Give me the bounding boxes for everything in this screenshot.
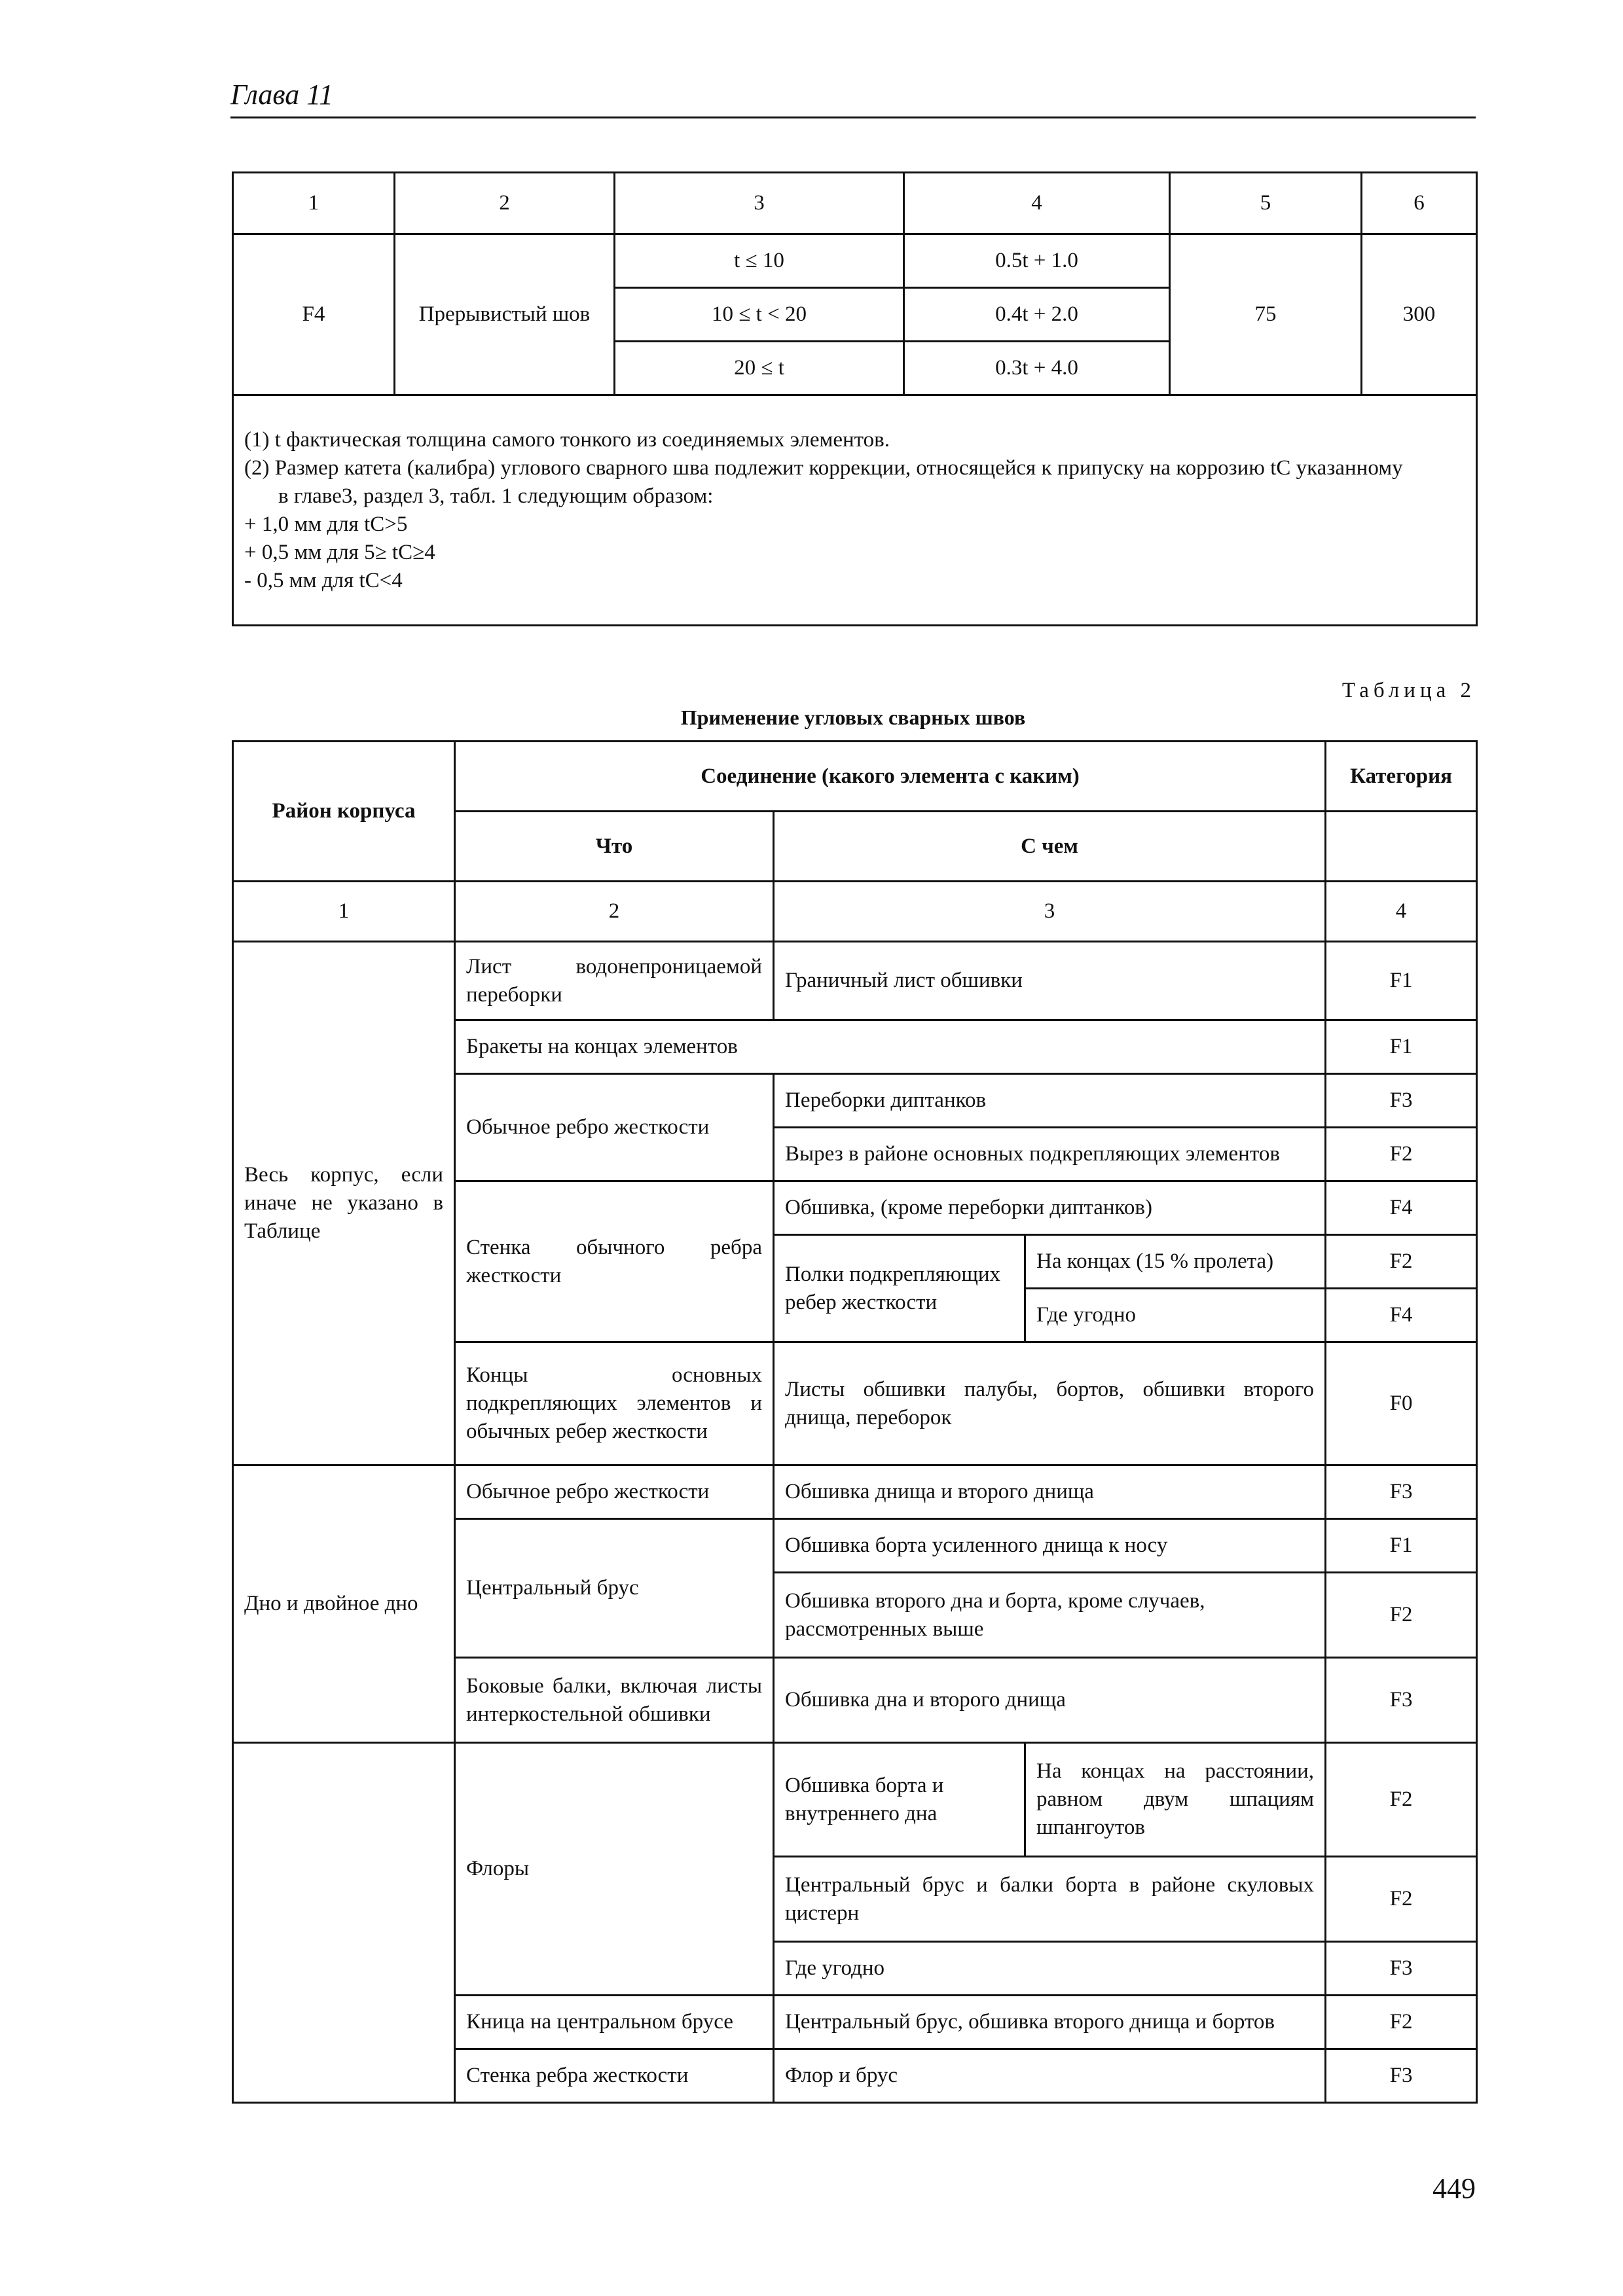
category-cell: F3 bbox=[1326, 1465, 1477, 1519]
with-cell: Флор и брус bbox=[774, 2049, 1326, 2103]
header-joint: Соединение (какого элемента с каким) bbox=[455, 742, 1326, 812]
thickness-range: 10 ≤ t < 20 bbox=[615, 288, 904, 342]
category-cell: F2 bbox=[1326, 1743, 1477, 1857]
category-cell: F3 bbox=[1326, 2049, 1477, 2103]
with-cell: Обшивка, (кроме переборки диптанков) bbox=[774, 1181, 1326, 1235]
what-cell: Концы основных подкрепляющих элементов и обычных ребер жесткости bbox=[455, 1342, 774, 1465]
page-header bbox=[230, 73, 1476, 118]
what-cell: Обычное ребро жесткости bbox=[455, 1465, 774, 1519]
header-category: Категория bbox=[1326, 742, 1477, 812]
category-cell: F2 bbox=[1326, 1857, 1477, 1942]
max-cell: 300 bbox=[1362, 234, 1477, 395]
with-cell: Вырез в районе основных подкрепляющих элементов bbox=[774, 1128, 1326, 1181]
what-cell: Бракеты на концах элементов bbox=[455, 1020, 1326, 1074]
with-cell: Обшивка второго дна и борта, кроме случаев, рассмотренных выше bbox=[774, 1573, 1326, 1658]
table-row bbox=[233, 1465, 1477, 1519]
sub-cell: На концах (15 % пролета) bbox=[1025, 1235, 1326, 1289]
col-number: 1 bbox=[233, 173, 395, 234]
col-number: 3 bbox=[774, 882, 1326, 942]
with-cell: Центральный брус и балки борта в районе скуловых цистерн bbox=[774, 1857, 1326, 1942]
table-label: Таблица 2 bbox=[1341, 679, 1476, 702]
header-what: Что bbox=[455, 812, 774, 882]
area-cell: Дно и двойное дно bbox=[233, 1465, 455, 1743]
chapter-title: Глава 11 bbox=[230, 79, 333, 111]
col-number: 1 bbox=[233, 882, 455, 942]
what-cell: Боковые балки, включая листы интеркостельной обшивки bbox=[455, 1658, 774, 1743]
with-cell: Где угодно bbox=[774, 1942, 1326, 1996]
what-cell: Лист водонепроницаемой переборки bbox=[455, 942, 774, 1020]
what-cell: Флоры bbox=[455, 1743, 774, 1996]
area-cell: Весь корпус, если иначе не указано в Таблице bbox=[233, 942, 455, 1465]
category-cell: F4 bbox=[1326, 1289, 1477, 1342]
what-cell: Центральный брус bbox=[455, 1519, 774, 1658]
header-empty bbox=[1326, 812, 1477, 882]
category-cell: F3 bbox=[1326, 1074, 1477, 1128]
thickness-range: t ≤ 10 bbox=[615, 234, 904, 288]
col-number: 5 bbox=[1170, 173, 1362, 234]
category-cell: F2 bbox=[1326, 1573, 1477, 1658]
with-cell: Обшивка дна и второго днища bbox=[774, 1658, 1326, 1743]
category-cell: F1 bbox=[1326, 942, 1477, 1020]
table-row bbox=[233, 1743, 1477, 1857]
col-number: 2 bbox=[455, 882, 774, 942]
note-correction: + 1,0 мм для tC>5 bbox=[244, 512, 408, 536]
category-cell: F2 bbox=[1326, 1128, 1477, 1181]
what-cell: Кница на центральном брусе bbox=[455, 1996, 774, 2049]
sub-cell: На концах на расстоянии, равном двум шпациям шпангоутов bbox=[1025, 1743, 1326, 1857]
col-number: 4 bbox=[904, 173, 1170, 234]
pitch-cell: 75 bbox=[1170, 234, 1362, 395]
with-cell: Листы обшивки палубы, бортов, обшивки второго днища, переборок bbox=[774, 1342, 1326, 1465]
category-cell: F2 bbox=[1326, 1235, 1477, 1289]
col-number: 3 bbox=[615, 173, 904, 234]
category-cell: F3 bbox=[1326, 1658, 1477, 1743]
with-cell: Обшивка днища и второго днища bbox=[774, 1465, 1326, 1519]
category-cell: F4 bbox=[233, 234, 395, 395]
sub-cell: Где угодно bbox=[1025, 1289, 1326, 1342]
col-number: 2 bbox=[395, 173, 615, 234]
with-cell: Центральный брус, обшивка второго днища и бортов bbox=[774, 1996, 1326, 2049]
with-cell: Переборки диптанков bbox=[774, 1074, 1326, 1128]
weld-size-table bbox=[232, 171, 1478, 626]
column-number-row bbox=[233, 882, 1477, 942]
header-with: С чем bbox=[774, 812, 1326, 882]
note-correction: - 0,5 мм для tC<4 bbox=[244, 569, 403, 592]
with-cell: Обшивка борта и внутреннего дна bbox=[774, 1743, 1025, 1857]
table-header-row bbox=[233, 173, 1477, 234]
col-number: 6 bbox=[1362, 173, 1477, 234]
category-cell: F2 bbox=[1326, 1996, 1477, 2049]
table-header-row bbox=[233, 742, 1477, 812]
thickness-range: 20 ≤ t bbox=[615, 342, 904, 395]
notes-cell bbox=[233, 395, 1477, 626]
table-row bbox=[233, 234, 1477, 288]
category-cell: F1 bbox=[1326, 1020, 1477, 1074]
notes-row bbox=[233, 395, 1477, 626]
category-cell: F4 bbox=[1326, 1181, 1477, 1235]
what-cell: Обычное ребро жесткости bbox=[455, 1074, 774, 1181]
with-cell: Граничный лист обшивки bbox=[774, 942, 1326, 1020]
note-1: (1) t фактическая толщина самого тонкого из соединяемых элементов. bbox=[244, 428, 890, 452]
table-row bbox=[233, 942, 1477, 1020]
col-number: 4 bbox=[1326, 882, 1477, 942]
category-cell: F1 bbox=[1326, 1519, 1477, 1573]
table-title: Применение угловых сварных швов bbox=[680, 706, 1026, 729]
with-cell: Обшивка борта усиленного днища к носу bbox=[774, 1519, 1326, 1573]
leg-formula: 0.5t + 1.0 bbox=[904, 234, 1170, 288]
leg-formula: 0.4t + 2.0 bbox=[904, 288, 1170, 342]
category-cell: F0 bbox=[1326, 1342, 1477, 1465]
area-cell bbox=[233, 1743, 455, 2103]
fillet-weld-application-table bbox=[232, 740, 1478, 2104]
what-cell: Стенка ребра жесткости bbox=[455, 2049, 774, 2103]
note-correction: + 0,5 мм для 5≥ tC≥4 bbox=[244, 541, 435, 564]
page-number: 449 bbox=[1432, 2172, 1476, 2204]
note-2-continued: в главе3, раздел 3, табл. 1 следующим образом: bbox=[278, 484, 714, 508]
header-area: Район корпуса bbox=[233, 742, 455, 882]
seam-type-cell: Прерывистый шов bbox=[395, 234, 615, 395]
category-cell: F3 bbox=[1326, 1942, 1477, 1996]
leg-formula: 0.3t + 4.0 bbox=[904, 342, 1170, 395]
with-cell: Полки подкрепляющих ребер жесткости bbox=[774, 1235, 1025, 1342]
what-cell: Стенка обычного ребра жесткости bbox=[455, 1181, 774, 1342]
note-2: (2) Размер катета (калибра) углового сварного шва подлежит коррекции, относящейся к припуску на коррозию tC указанному bbox=[244, 456, 1403, 480]
